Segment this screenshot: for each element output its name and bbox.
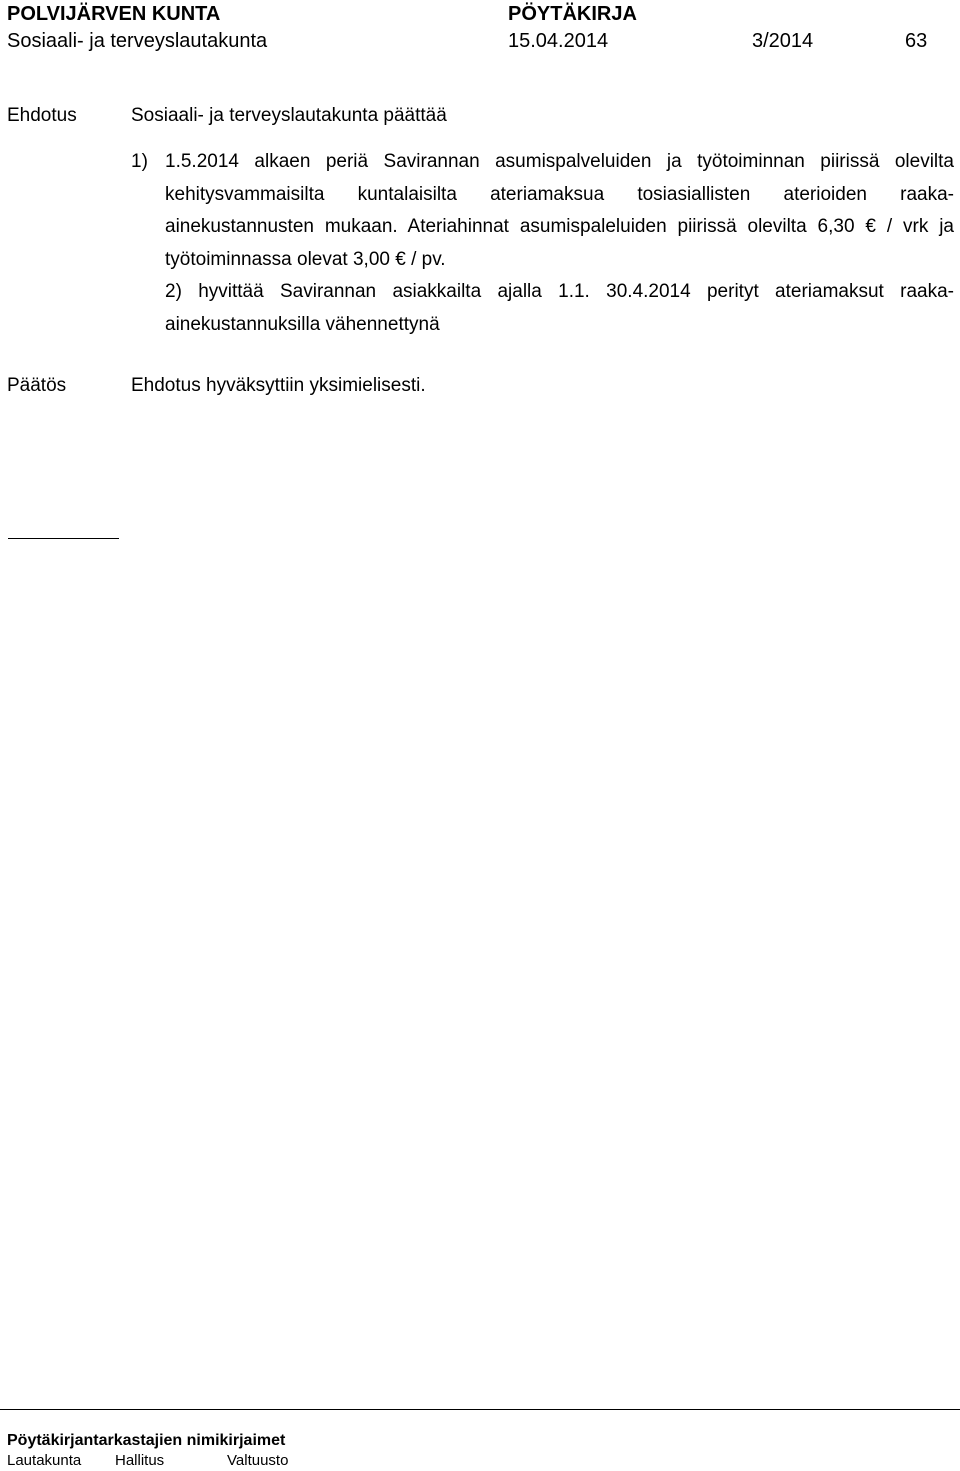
proposal-intro: Sosiaali- ja terveyslautakunta päättää bbox=[131, 105, 447, 126]
footer-item-hallitus: Hallitus bbox=[115, 1452, 165, 1469]
meeting-date: 15.04.2014 bbox=[508, 30, 609, 52]
meeting-number: 3/2014 bbox=[752, 30, 814, 52]
footer-item-lautakunta: Lautakunta bbox=[7, 1452, 82, 1469]
board-name: Sosiaali- ja terveyslautakunta bbox=[7, 30, 268, 52]
proposal-label: Ehdotus bbox=[7, 105, 77, 126]
decision-text: Ehdotus hyväksyttiin yksimielisesti. bbox=[131, 375, 426, 396]
footnote-separator bbox=[8, 538, 119, 539]
document-type: PÖYTÄKIRJA bbox=[508, 3, 637, 25]
footer-title: Pöytäkirjantarkastajien nimikirjaimet bbox=[7, 1432, 286, 1449]
item-1-number: 1) bbox=[131, 151, 148, 172]
item-1-text: 1.5.2014 alkaen periä Savirannan asumispalveluiden ja työtoiminnan piirissä olevilta kehitysvammaisilta kuntalaisilta ateriamaksua tosiasiallisten aterioiden raaka-ainekustannusten mukaan. Ateriahinnat asumispaleluiden piirissä olevilta 6,30 € / vrk ja työtoiminnassa olevat 3,00 € / pv. bbox=[165, 151, 954, 270]
decision-label: Päätös bbox=[7, 375, 67, 396]
page-number: 63 bbox=[905, 30, 928, 52]
municipality-name: POLVIJÄRVEN KUNTA bbox=[7, 3, 221, 25]
item-2-text: 2) hyvittää Savirannan asiakkailta ajalla 1.1. 30.4.2014 perityt ateriamaksut raaka-ainekustannuksilla vähennettynä bbox=[165, 281, 954, 335]
footer-item-valtuusto: Valtuusto bbox=[227, 1452, 289, 1469]
footer-separator bbox=[0, 1409, 960, 1410]
